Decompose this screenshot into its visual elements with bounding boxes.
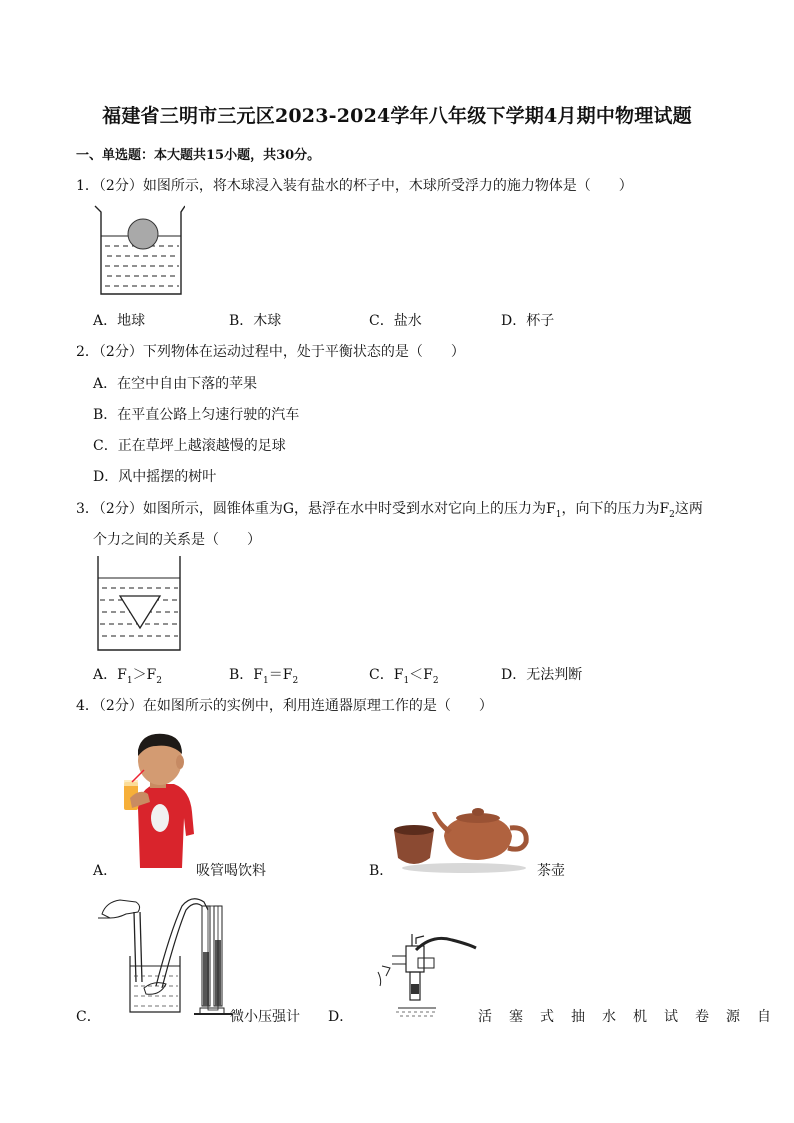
question-4-stem: 4．（2分）在如图所示的实例中，利用连通器原理工作的是（ ） [76, 698, 493, 714]
teapot-photo [392, 788, 534, 874]
q3-option-d[interactable]: D．无法判断 [501, 667, 583, 683]
q4-option-b-caption: 茶壶 [537, 863, 565, 879]
page-title: 福建省三明市三元区2023-2024学年八年级下学期4月期中物理试题 [102, 105, 692, 127]
q2-option-d[interactable]: D．风中摇摆的树叶 [93, 469, 217, 485]
beaker-ball-figure [93, 204, 185, 296]
q4-option-a-caption: 吸管喝饮料 [196, 863, 266, 879]
q4-option-a-letter[interactable]: A． [93, 863, 118, 879]
question-3-stem-line1: 3．（2分）如图所示，圆锥体重为G，悬浮在水中时受到水对它向上的压力为$F_1$，向下的压力为$F_2$这两 [76, 501, 703, 520]
q2-option-c[interactable]: C．正在草坪上越滚越慢的足球 [93, 438, 286, 454]
piston-pump-diagram [372, 928, 482, 1020]
question-1-stem: 1．（2分）如图所示，将木球浸入装有盐水的杯子中，木球所受浮力的施力物体是（ ） [76, 178, 633, 194]
q3-option-b[interactable]: B．$F_1=F_2$ [229, 667, 299, 686]
q4-option-d-letter[interactable]: D． [328, 1009, 354, 1025]
q4-option-b-letter[interactable]: B． [369, 863, 394, 879]
q1-option-c[interactable]: C．盐水 [369, 313, 422, 329]
beaker-cone-figure [96, 556, 184, 652]
q3-option-c[interactable]: C．$F_1<F_2$ [369, 667, 439, 686]
q4-option-d-caption: 活塞式抽水机试卷源自 [478, 1009, 788, 1025]
q3-option-a[interactable]: A．$F_1>F_2$ [93, 667, 163, 686]
q4-option-c-caption: 微小压强计 [230, 1009, 300, 1025]
question-3-stem-line2: 个力之间的关系是（ ） [93, 532, 261, 548]
section-heading: 一、单选题：本大题共15小题，共30分。 [76, 148, 321, 163]
pressure-gauge-diagram [96, 892, 256, 1018]
q2-option-b[interactable]: B．在平直公路上匀速行驶的汽车 [93, 407, 300, 423]
question-2-stem: 2．（2分）下列物体在运动过程中，处于平衡状态的是（ ） [76, 344, 465, 360]
q1-option-d[interactable]: D．杯子 [501, 313, 555, 329]
q1-option-b[interactable]: B．木球 [229, 313, 282, 329]
q2-option-a[interactable]: A．在空中自由下落的苹果 [93, 376, 258, 392]
boy-drinking-photo [120, 728, 196, 872]
q1-option-a[interactable]: A．地球 [93, 313, 146, 329]
q4-option-c-letter[interactable]: C． [76, 1009, 101, 1025]
